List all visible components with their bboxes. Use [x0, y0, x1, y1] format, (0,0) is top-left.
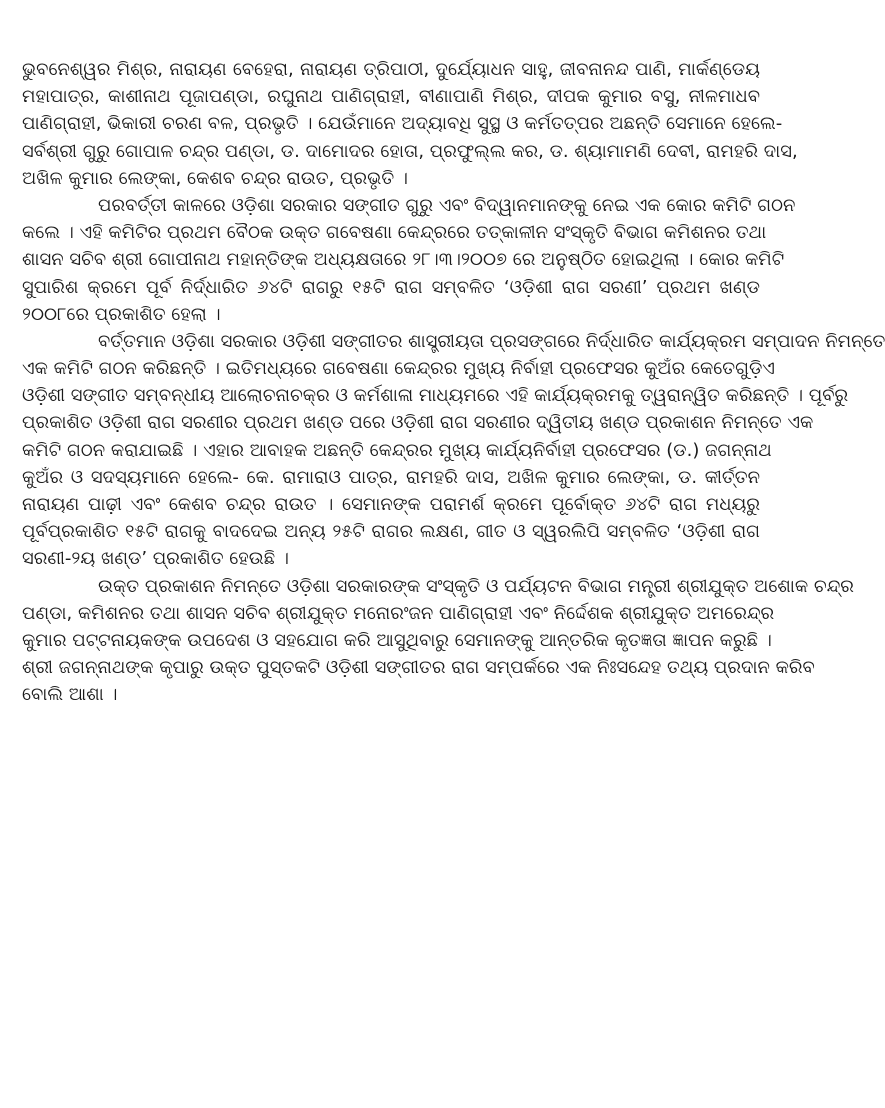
- text-line: ଶ୍ରୀ ଜଗନ୍ନାଥଙ୍କ କୃପାରୁ ଉକ୍ତ ପୁସ୍ତକଟି ଓଡ଼ିଶୀ ସଙ୍ଗୀତର ରାଗ ସମ୍ପର୍କରେ ଏକ ନିଃସନ୍ଦେହ ତଥ୍ୟ ପ୍ରଦାନ କରିବ: [22, 657, 815, 679]
- text-line: ସରଣୀ-୨ୟ ଖଣ୍ଡ’ ପ୍ରକାଶିତ ହେଉଛି ।: [22, 548, 289, 570]
- text-line: ପରବର୍ତ୍ତୀ କାଳରେ ଓଡ଼ିଶା ସରକାର ସଙ୍ଗୀତ ଗୁରୁ ଏବଂ ବିଦ୍ୱାନମାନଙ୍କୁ ନେଇ ଏକ କୋର କମିଟି ଗଠନ: [98, 194, 796, 216]
- text-line: ଭୁବନେଶ୍ୱର ମିଶ୍ର, ନାରାୟଣ ବେହେରା, ନାରାୟଣ ତ୍ରିପାଠୀ, ଦୁର୍ଯ୍ୟୋଧନ ସାହୁ, ଜୀବନାନନ୍ଦ ପାଣି, ମାର୍କଣ୍ଡେୟ: [22, 59, 760, 80]
- text-line: ଓଡ଼ିଶୀ ସଙ୍ଗୀତ ସମ୍ବନ୍ଧୀୟ ଆଲୋଚନାଚକ୍ର ଓ କର୍ମଶାଳା ମାଧ୍ୟମରେ ଏହି କାର୍ଯ୍ୟକ୍ରମକୁ ତ୍ୱରାନ୍ୱିତ କରିଛନ୍ତି । ପୂର୍ବରୁ: [22, 385, 849, 407]
- text-line: ମହାପାତ୍ର, କାଶୀନାଥ ପୂଜାପଣ୍ଡା, ରଘୁନାଥ ପାଣିଗ୍ରାହୀ, ବୀଣାପାଣି ମିଶ୍ର, ଦୀପକ କୁମାର ବସୁ, ନୀଳମାଧବ: [22, 86, 760, 108]
- text-line: ନାରାୟଣ ପାଢ଼ୀ ଏବଂ କେଶବ ଚନ୍ଦ୍ର ରାଉତ । ସେମାନଙ୍କ ପରାମର୍ଶ କ୍ରମେ ପୂର୍ବୋକ୍ତ ୬୪ଟି ରାଗ ମଧ୍ୟରୁ: [22, 494, 760, 515]
- text-line: ୨୦୦୮ରେ ପ୍ରକାଶିତ ହେଲା ।: [22, 303, 221, 325]
- document-page: [22, 56, 885, 709]
- text-line: ଅଖିଳ କୁମାର ଲେଙ୍କା, କେଶବ ଚନ୍ଦ୍ର ରାଉତ, ପ୍ରଭୃତି ।: [22, 167, 409, 189]
- text-line: ଉକ୍ତ ପ୍ରକାଶନ ନିମନ୍ତେ ଓଡ଼ିଶା ସରକାରଙ୍କ ସଂସ୍କୃତି ଓ ପର୍ଯ୍ୟଟନ ବିଭାଗ ମନ୍ତ୍ରୀ ଶ୍ରୀଯୁକ୍ତ ଅଶୋକ ଚନ୍ଦ୍ର: [98, 575, 854, 597]
- text-line: ପାଣିଗ୍ରାହୀ, ଭିକାରୀ ଚରଣ ବଳ, ପ୍ରଭୃତି । ଯେଉଁମାନେ ଅଦ୍ୟାବଧି ସୁସ୍ଥ ଓ କର୍ମତତ୍ପର ଅଛନ୍ତି ସେମାନେ ହେଲେ-: [22, 113, 783, 135]
- text-line: କୁମାର ପଟ୍ଟନାୟକଙ୍କ ଉପଦେଶ ଓ ସହଯୋଗ କରି ଆସୁଥିବାରୁ ସେମାନଙ୍କୁ ଆନ୍ତରିକ କୃତଜ୍ଞତା ଜ୍ଞାପନ କରୁଛି ।: [22, 629, 772, 651]
- text-line: ସୁପାରିଶ କ୍ରମେ ପୂର୍ବ ନିର୍ଦ୍ଧାରିତ ୬୪ଟି ରାଗରୁ ୧୫ଟି ରାଗ ସମ୍ବଳିତ ‘ଓଡ଼ିଶୀ ରାଗ ସରଣୀ’ ପ୍ରଥମ ଖଣ୍ଡ: [22, 276, 760, 298]
- text-line: କମିଟି ଗଠନ କରାଯାଇଛି । ଏହାର ଆବାହକ ଅଛନ୍ତି କେନ୍ଦ୍ରର ମୁଖ୍ୟ କାର୍ଯ୍ୟନିର୍ବାହୀ ପ୍ରଫେସର (ଡ.) ଜଗନ୍ନାଥ: [22, 439, 772, 461]
- text-line: ପଣ୍ଡା, କମିଶନର ତଥା ଶାସନ ସଚିବ ଶ୍ରୀଯୁକ୍ତ ମନୋରଂଜନ ପାଣିଗ୍ରାହୀ ଏବଂ ନିର୍ଦ୍ଦେଶକ ଶ୍ରୀଯୁକ୍ତ ଅମରେନ୍ଦ୍ର: [22, 602, 775, 624]
- text-line: ବୋଲି ଆଶା ।: [22, 684, 118, 706]
- text-line: କଲେ । ଏହି କମିଟିର ପ୍ରଥମ ବୈଠକ ଉକ୍ତ ଗବେଷଣା କେନ୍ଦ୍ରରେ ତତ୍କାଳୀନ ସଂସ୍କୃତି ବିଭାଗ କମିଶନର ତଥା: [22, 222, 767, 244]
- paragraph-core-committee: [22, 192, 796, 328]
- text-line: ଏକ କମିଟି ଗଠନ କରିଛନ୍ତି । ଇତିମଧ୍ୟରେ ଗବେଷଣା କେନ୍ଦ୍ରର ମୁଖ୍ୟ ନିର୍ବାହୀ ପ୍ରଫେସର କୁଅଁର କେତେଗୁଡ଼ିଏ: [22, 358, 775, 380]
- paragraph-acknowledgement: [22, 573, 854, 709]
- text-line: ପ୍ରକାଶିତ ଓଡ଼ିଶୀ ରାଗ ସରଣୀର ପ୍ରଥମ ଖଣ୍ଡ ପରେ ଓଡ଼ିଶୀ ରାଗ ସରଣୀର ଦ୍ୱିତୀୟ ଖଣ୍ଡ ପ୍ରକାଶନ ନିମନ୍ତେ ଏକ: [22, 412, 814, 434]
- text-line: ଶାସନ ସଚିବ ଶ୍ରୀ ଗୋପୀନାଥ ମହାନ୍ତିଙ୍କ ଅଧ୍ୟକ୍ଷତାରେ ୨୮।୩।୨୦୦୭ ରେ ଅନୁଷ୍ଠିତ ହୋଇଥିଲା । କୋର କମିଟି: [22, 249, 785, 271]
- text-line: ସର୍ବଶ୍ରୀ ଗୁରୁ ଗୋପାଳ ଚନ୍ଦ୍ର ପଣ୍ଡା, ଡ. ଦାମୋଦର ହୋତା, ପ୍ରଫୁଲ୍ଲ କର, ଡ. ଶ୍ୟାମାମଣି ଦେବୀ, ରାମହରି ଦାସ,: [22, 140, 798, 162]
- paragraph-current-committee: [22, 328, 885, 573]
- paragraph-names-list: [22, 56, 798, 192]
- text-line: କୁଅଁର ଓ ସଦସ୍ୟମାନେ ହେଲେ- କେ. ରାମାରାଓ ପାତ୍ର, ରାମହରି ଦାସ, ଅଖିଳ କୁମାର ଲେଙ୍କା, ଡ. କୀର୍ତ୍ତନ: [22, 466, 760, 488]
- text-line: ବର୍ତ୍ତମାନ ଓଡ଼ିଶା ସରକାର ଓଡ଼ିଶୀ ସଙ୍ଗୀତର ଶାସ୍ତ୍ରୀୟତା ପ୍ରସଙ୍ଗରେ ନିର୍ଦ୍ଧାରିତ କାର୍ଯ୍ୟକ୍ରମ ସମ୍ପାଦନ ନିମନ୍ତେ: [98, 330, 885, 352]
- text-line: ପୂର୍ବପ୍ରକାଶିତ ୧୫ଟି ରାଗକୁ ବାଦଦେଇ ଅନ୍ୟ ୨୫ଟି ରାଗର ଲକ୍ଷଣ, ଗୀତ ଓ ସ୍ୱରଲିପି ସମ୍ବଳିତ ‘ଓଡ଼ିଶୀ ରାଗ: [22, 521, 760, 543]
